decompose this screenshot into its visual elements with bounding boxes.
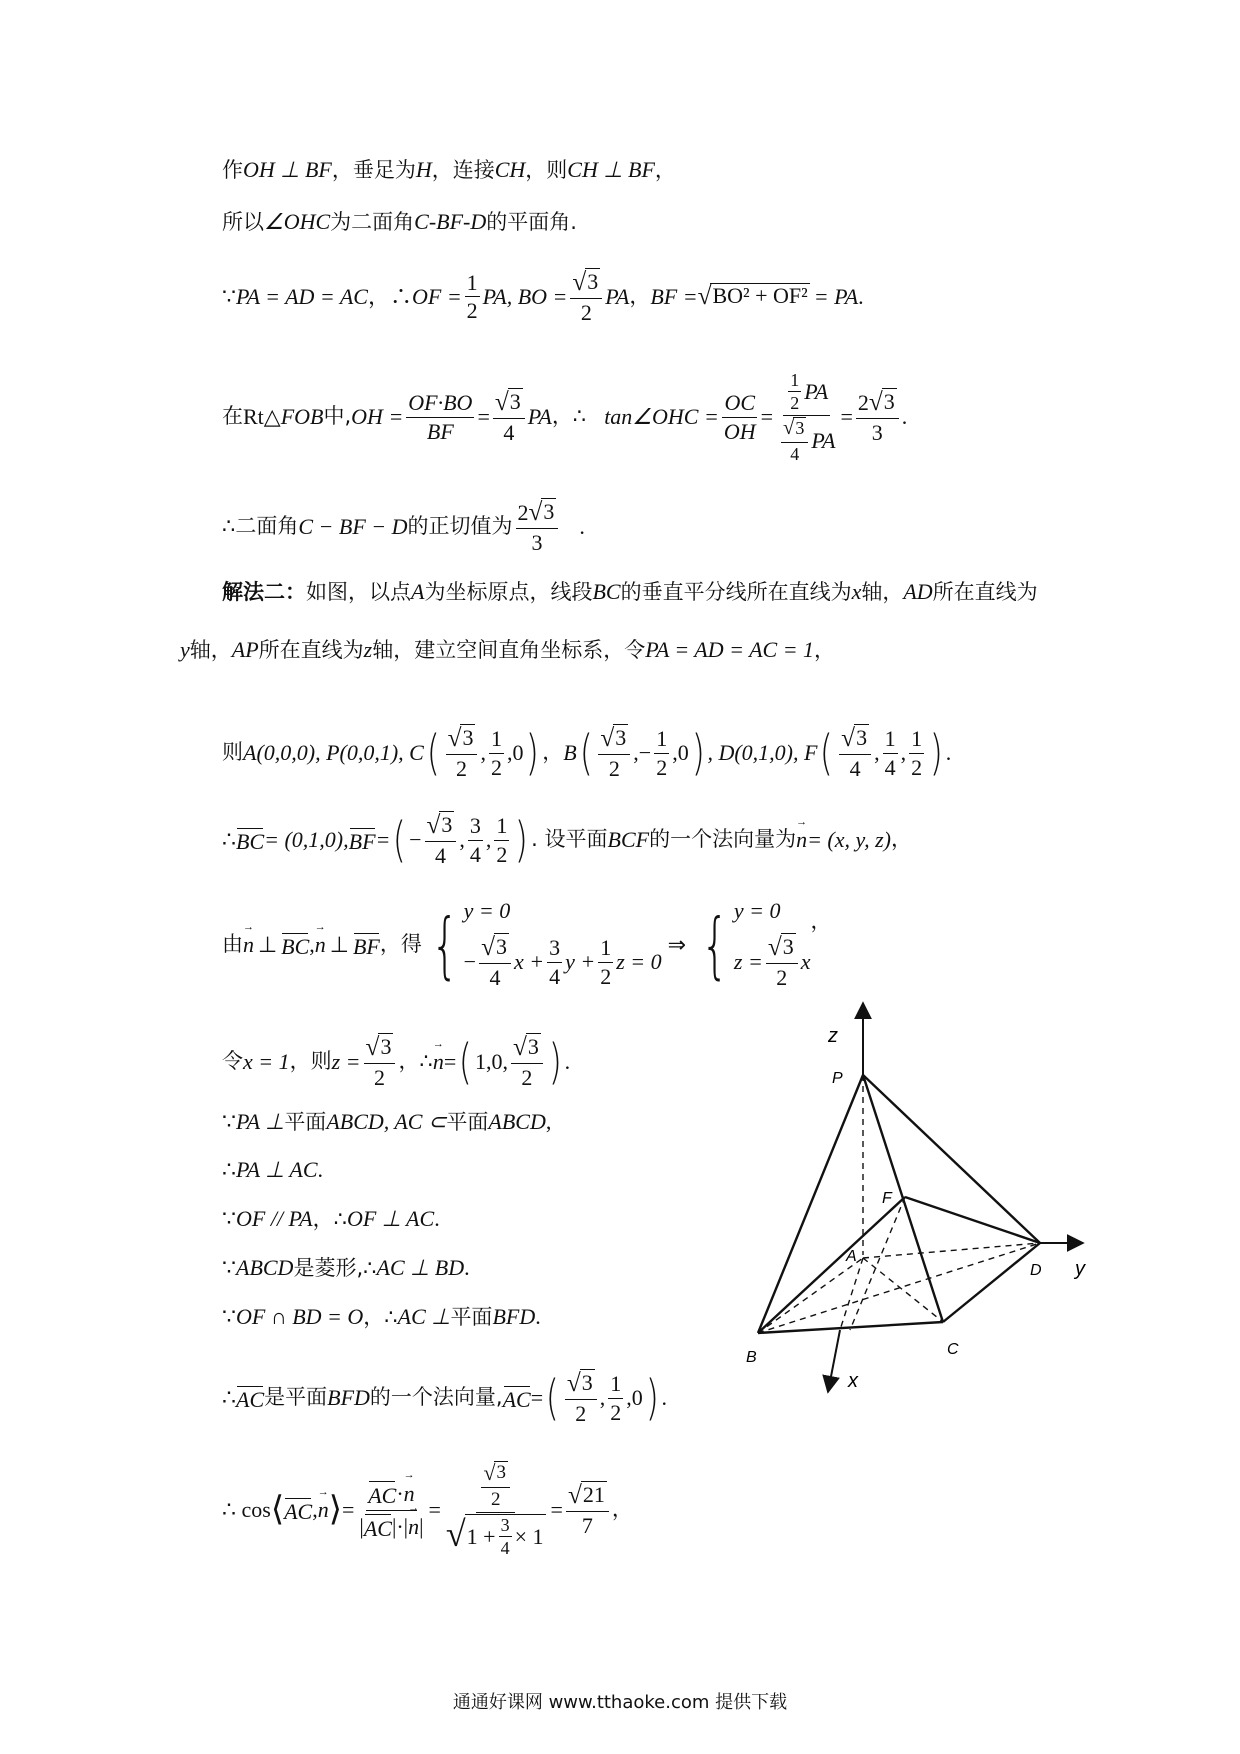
label-B: B bbox=[746, 1349, 757, 1366]
line-8: 则 A(0,0,0), P(0,0,1), C ( √ 3 2 , $\frac{1}{2}$ ,0 ) ， B ( √ 3 2 ,− $\frac{1}{2}$ ,0 ) , D(0,1,0), F ( √ 3 4 , $\frac{1}{4}$ , $\frac{1}{2}$ ) . bbox=[222, 724, 952, 782]
text: = bbox=[840, 403, 853, 429]
line-2 bbox=[222, 210, 577, 234]
vector: BC bbox=[236, 826, 264, 854]
text: 轴， bbox=[861, 579, 904, 604]
vector: AC bbox=[284, 1496, 312, 1524]
label-A: A bbox=[846, 1248, 857, 1265]
line-9: ∴ BC = (0,1,0), BF = ( − √ 3 4 , $\frac{3}{4}$ , $\frac{1}{2}$ ) . 设平面 BCF 的一个法向量为 → n = (x, y, z) ， bbox=[222, 800, 912, 880]
math: AP bbox=[231, 637, 259, 662]
math: tan∠OHC = bbox=[604, 403, 719, 429]
fraction: √ 21 7 bbox=[566, 1481, 609, 1538]
math: x = 1 bbox=[243, 1048, 290, 1074]
math: H bbox=[415, 157, 432, 182]
math: C − BF − D bbox=[298, 513, 408, 539]
fraction: √ 3 2 bbox=[570, 268, 602, 325]
pyramid-coordinate-figure bbox=[740, 995, 1100, 1405]
text: . bbox=[579, 513, 585, 539]
line-17: ∴ AC 是平面 BFD 的一个法向量, AC = ( √ 3 2 , $\frac{1}{2}$ ,0 ) . bbox=[222, 1369, 667, 1427]
vector: AC bbox=[236, 1384, 264, 1412]
text: 由 bbox=[222, 932, 243, 957]
text: ，则 bbox=[525, 157, 568, 182]
section-heading: 解法二： bbox=[222, 579, 306, 604]
math: A(0,0,0), P(0,0,1), C bbox=[243, 739, 424, 765]
line-3 bbox=[222, 268, 864, 325]
label-z: z bbox=[828, 1025, 838, 1047]
text: 的一个法向量为 bbox=[649, 827, 797, 852]
compound-fraction: $\frac{1}{2}$ PA √ 3 4 PA bbox=[783, 369, 836, 464]
text: . bbox=[858, 283, 864, 309]
math: CH bbox=[494, 157, 526, 182]
text: 所以 bbox=[222, 209, 264, 234]
text: 如图，以点 bbox=[306, 579, 411, 604]
text: 所在直线为 bbox=[932, 579, 1038, 604]
vector: BF bbox=[353, 931, 380, 959]
line-15: ∵ ABCD 是菱形,∴ AC ⊥ BD . bbox=[222, 1255, 470, 1280]
vector: BF bbox=[349, 826, 376, 854]
text: Rt△ bbox=[243, 403, 281, 429]
math: C-BF-D bbox=[414, 209, 487, 234]
math: PA = AD = AC = 1 bbox=[645, 637, 815, 662]
math: A bbox=[411, 579, 425, 604]
text: ， bbox=[542, 740, 564, 765]
text: 所在直线为 bbox=[258, 637, 364, 662]
fraction: $\frac{1}{2}$ bbox=[490, 726, 502, 780]
text: 的平面角. bbox=[486, 209, 577, 234]
fraction: √ 3 2 bbox=[598, 724, 630, 781]
text: ， bbox=[814, 637, 836, 662]
math: BF = bbox=[650, 283, 698, 309]
fraction: √ 3 2 bbox=[364, 1033, 396, 1090]
fraction: $\frac{1}{2}$ bbox=[656, 726, 668, 780]
vector: → n bbox=[315, 933, 326, 957]
text: 的垂直平分线所在直线为 bbox=[620, 579, 852, 604]
text: 在 bbox=[222, 404, 243, 429]
hidden-edges bbox=[758, 1197, 1040, 1333]
sqrt: √ BO² + OF² bbox=[697, 281, 808, 310]
math: ∠OHC bbox=[264, 209, 331, 234]
label-P: P bbox=[832, 1070, 843, 1087]
text: 轴，建立空间直角坐标系，令 bbox=[372, 637, 646, 662]
text: ，则 bbox=[289, 1049, 332, 1074]
math: = (0,1,0), bbox=[264, 826, 349, 852]
label-y: y bbox=[1075, 1258, 1085, 1280]
fraction: $\frac{1}{2}$ bbox=[911, 726, 923, 780]
fraction: $\frac{1}{2}$ bbox=[496, 813, 508, 867]
vector: → n bbox=[243, 933, 254, 957]
visible-edges bbox=[758, 1075, 1040, 1333]
fraction: $\frac{1}{4}$ bbox=[884, 726, 896, 780]
x-axis bbox=[828, 1330, 840, 1392]
math: OH = bbox=[351, 403, 404, 429]
text: 令 bbox=[222, 1049, 243, 1074]
line-16: ∵ OF ∩ BD = O ，∴ AC ⊥ 平面 BFD . bbox=[222, 1304, 541, 1329]
fraction: √ 3 2 bbox=[511, 1033, 543, 1090]
footer: 通通好课网 www.tthaoke.com 提供下载 bbox=[452, 1692, 788, 1713]
equation-system: y = 0 − √ 3 4 x + $\frac{3}{4}$ y + $\frac{1}{2}$ z = 0 bbox=[463, 898, 662, 991]
fraction: $\frac{1}{2}$ bbox=[466, 269, 478, 324]
vector: AC bbox=[503, 1384, 531, 1412]
fraction: $\frac{3}{4}$ bbox=[469, 813, 481, 867]
vector: → n bbox=[433, 1050, 444, 1074]
text: 则 bbox=[222, 740, 243, 765]
fraction: $\frac{OC}{OH}$ bbox=[723, 390, 756, 444]
text: 的正切值为 bbox=[407, 514, 513, 539]
vector: → n bbox=[318, 1498, 329, 1522]
math: = PA bbox=[813, 283, 859, 309]
fraction: √ 3 4 bbox=[425, 811, 457, 868]
math: BCF bbox=[607, 826, 650, 852]
label-C: C bbox=[947, 1341, 959, 1358]
line-6 bbox=[222, 580, 1038, 604]
text: ∵ bbox=[222, 283, 236, 309]
math: PA, BO = bbox=[482, 283, 568, 309]
text: ，得 bbox=[379, 932, 422, 957]
line-12: ∵ PA ⊥ 平面 ABCD, AC ⊂ 平面 ABCD , bbox=[222, 1109, 552, 1134]
label-F: F bbox=[882, 1190, 892, 1207]
fraction: 2 √ 3 3 bbox=[856, 388, 899, 445]
fraction: 2 √ 3 3 bbox=[516, 498, 559, 555]
fraction: $\frac{1}{2}$ bbox=[610, 1371, 622, 1425]
text: = bbox=[760, 403, 774, 429]
math: x bbox=[851, 579, 862, 604]
math: = bbox=[375, 826, 391, 852]
text: 为坐标原点，线段 bbox=[424, 579, 593, 604]
math: PA = AD = AC bbox=[236, 283, 368, 309]
math: z = bbox=[331, 1048, 361, 1074]
text: 轴， bbox=[189, 637, 232, 662]
fraction: $\frac{OF\cdot BO}{BF}$ bbox=[408, 390, 473, 444]
text: ，垂足为 bbox=[331, 157, 416, 182]
text: ，∴ bbox=[398, 1049, 433, 1074]
text: ，∴ bbox=[551, 404, 587, 429]
text: 作 bbox=[222, 157, 243, 182]
fraction: √ 3 2 bbox=[565, 1369, 597, 1426]
math: OF = bbox=[412, 283, 462, 309]
fraction: √ 3 2 bbox=[446, 724, 478, 781]
math: PA bbox=[527, 403, 552, 429]
math: PA bbox=[605, 283, 630, 309]
text: . 设平面 bbox=[531, 827, 608, 852]
math: FOB bbox=[280, 403, 324, 429]
math: OH ⊥ BF bbox=[243, 157, 332, 182]
math: CH ⊥ BF bbox=[567, 157, 655, 182]
text: 中, bbox=[323, 404, 352, 429]
line-10: 由 → n ⊥ BC , → n ⊥ BF ，得 { y = 0 − √ 3 4 x + $\frac{3}{4}$ y + $\frac{1}{2}$ z = 0 ⇒ { y = 0 z = √ 3 2 x ， bbox=[222, 890, 831, 1000]
equation-system: y = 0 z = √ 3 2 x bbox=[733, 898, 811, 991]
line-5 bbox=[222, 498, 585, 555]
text: ， bbox=[654, 157, 676, 182]
text: ，连接 bbox=[431, 157, 495, 182]
fraction: √ 3 4 bbox=[493, 388, 525, 445]
text: ∴二面角 bbox=[222, 514, 299, 539]
line-13: ∴ PA ⊥ AC . bbox=[222, 1157, 324, 1182]
text: = bbox=[477, 403, 490, 429]
fraction: √ 3 2 √ 1 + $\frac{3}{4}$ × 1 bbox=[445, 1460, 544, 1559]
math: BC bbox=[592, 579, 621, 604]
line-7 bbox=[180, 638, 835, 662]
text: ， bbox=[629, 284, 651, 309]
math: , D(0,1,0), F bbox=[707, 739, 818, 765]
line-18: ∴ cos ⟨ AC , → n ⟩ = AC · → n | AC |·| → n | = √ 3 2 √ 1 + $\frac{3}{4}$ × 1 = √ 21 7 ， bbox=[222, 1450, 633, 1570]
vector: BC bbox=[281, 931, 309, 959]
text: 为二面角 bbox=[330, 209, 415, 234]
line-1 bbox=[222, 158, 676, 182]
text: ，∴ bbox=[367, 283, 412, 309]
fraction: √ 3 4 bbox=[839, 724, 871, 781]
math: = (x, y, z) bbox=[807, 826, 891, 852]
math: y bbox=[180, 637, 190, 662]
text: ∴ bbox=[222, 826, 236, 852]
math: AD bbox=[903, 579, 933, 604]
line-14: ∵ OF // PA ，∴ OF ⊥ AC . bbox=[222, 1206, 440, 1231]
label-D: D bbox=[1030, 1262, 1042, 1279]
math: z bbox=[363, 637, 373, 662]
text: . bbox=[901, 403, 908, 429]
text: ， bbox=[890, 827, 912, 852]
vector: → n bbox=[796, 828, 807, 852]
line-11: 令 x = 1 ，则 z = √ 3 2 ，∴ → n = ( 1,0, √ 3 2 ) . bbox=[222, 1022, 570, 1102]
line-4 bbox=[222, 362, 907, 472]
math: B bbox=[563, 739, 577, 765]
fraction: AC · → n | AC |·| → n | bbox=[357, 1479, 425, 1541]
label-x: x bbox=[848, 1370, 858, 1392]
